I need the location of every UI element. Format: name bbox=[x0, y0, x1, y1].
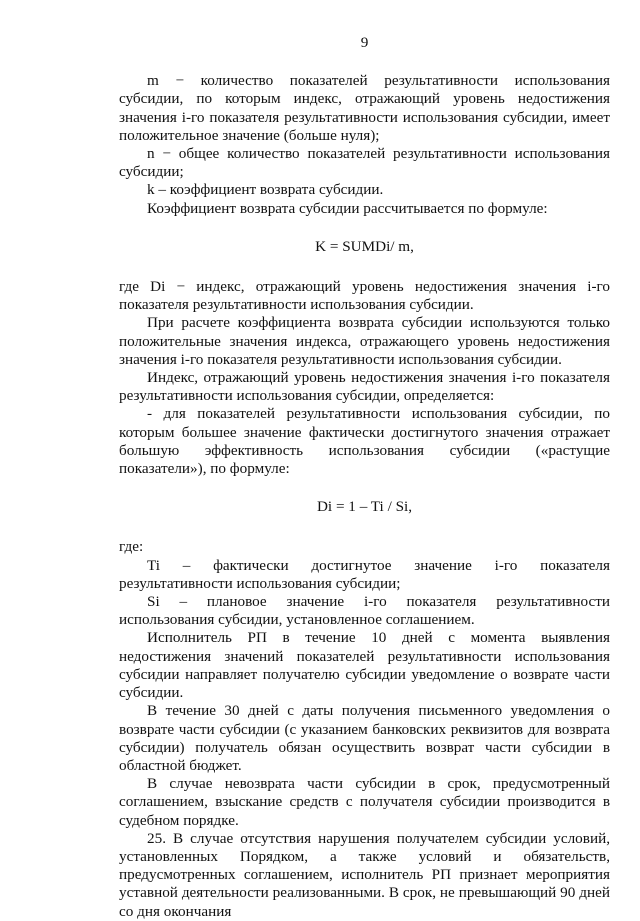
paragraph-k-definition: k – коэффициент возврата субсидии. bbox=[147, 181, 384, 199]
page-number: 9 bbox=[360, 34, 369, 51]
paragraph-court-recovery: В случае невозврата части субсидии в срок, предусмотренный соглашением, взыскание средств с получателя субсидии производится в судебном порядке. bbox=[119, 775, 610, 829]
paragraph-positive-values: При расчете коэффициента возврата субсидии используются только положительные значения индекса, отражающего уровень недостижения значения i-го показателя результативности использования субсидии. bbox=[119, 314, 610, 368]
paragraph-notification: Исполнитель РП в течение 10 дней с момента выявления недостижения значений показателей результативности использования субсидии направляет получателю субсидии уведомление о возврате части субсидии. bbox=[119, 629, 610, 702]
paragraph-where: где: bbox=[119, 538, 144, 556]
paragraph-30-days: В течение 30 дней с даты получения письменного уведомления о возврате части субсидии (с указанием банковских реквизитов для возврата субсидии) получатель обязан осуществить возврат части субсидии в областной бюджет. bbox=[119, 702, 610, 774]
paragraph-formula-intro: Коэффициент возврата субсидии рассчитывается по формуле: bbox=[147, 199, 548, 217]
paragraph-m-definition: m − количество показателей результативности использования субсидии, по которым индекс, отражающий уровень недостижения значения i-го показателя результативности использования субсидии, имеет положительное значение (больше нуля); bbox=[119, 72, 610, 144]
paragraph-ti-definition: Ti – фактически достигнутое значение i-го показателя результативности использования субсидии; bbox=[119, 556, 610, 592]
paragraph-si-definition: Si – плановое значение i-го показателя результативности использования субсидии, установленное соглашением. bbox=[119, 593, 610, 629]
paragraph-n-definition: n − общее количество показателей результативности использования субсидии; bbox=[119, 145, 610, 181]
formula-k: K = SUMDi/ m, bbox=[315, 237, 414, 255]
paragraph-di-definition: где Di − индекс, отражающий уровень недостижения значения i-го показателя результативности использования субсидии. bbox=[119, 278, 610, 314]
paragraph-growing-indicators: - для показателей результативности использования субсидии, по которым большее значение фактически достигнутого значения отражает большую эффективность использования субсидии («растущие показатели»), по формуле: bbox=[119, 405, 610, 478]
formula-di: Di = 1 – Ti / Si, bbox=[316, 498, 413, 516]
paragraph-clause-25: 25. В случае отсутствия нарушения получателем субсидии условий, установленных Порядком, а также условий и обязательств, предусмотренных соглашением, исполнитель РП признает мероприятия уставной деятельности реализованными. В срок, не превышающий 90 дней со дня окончания bbox=[119, 829, 610, 920]
paragraph-index-definition: Индекс, отражающий уровень недостижения значения i-го показателя результативности использования субсидии, определяется: bbox=[119, 369, 610, 405]
